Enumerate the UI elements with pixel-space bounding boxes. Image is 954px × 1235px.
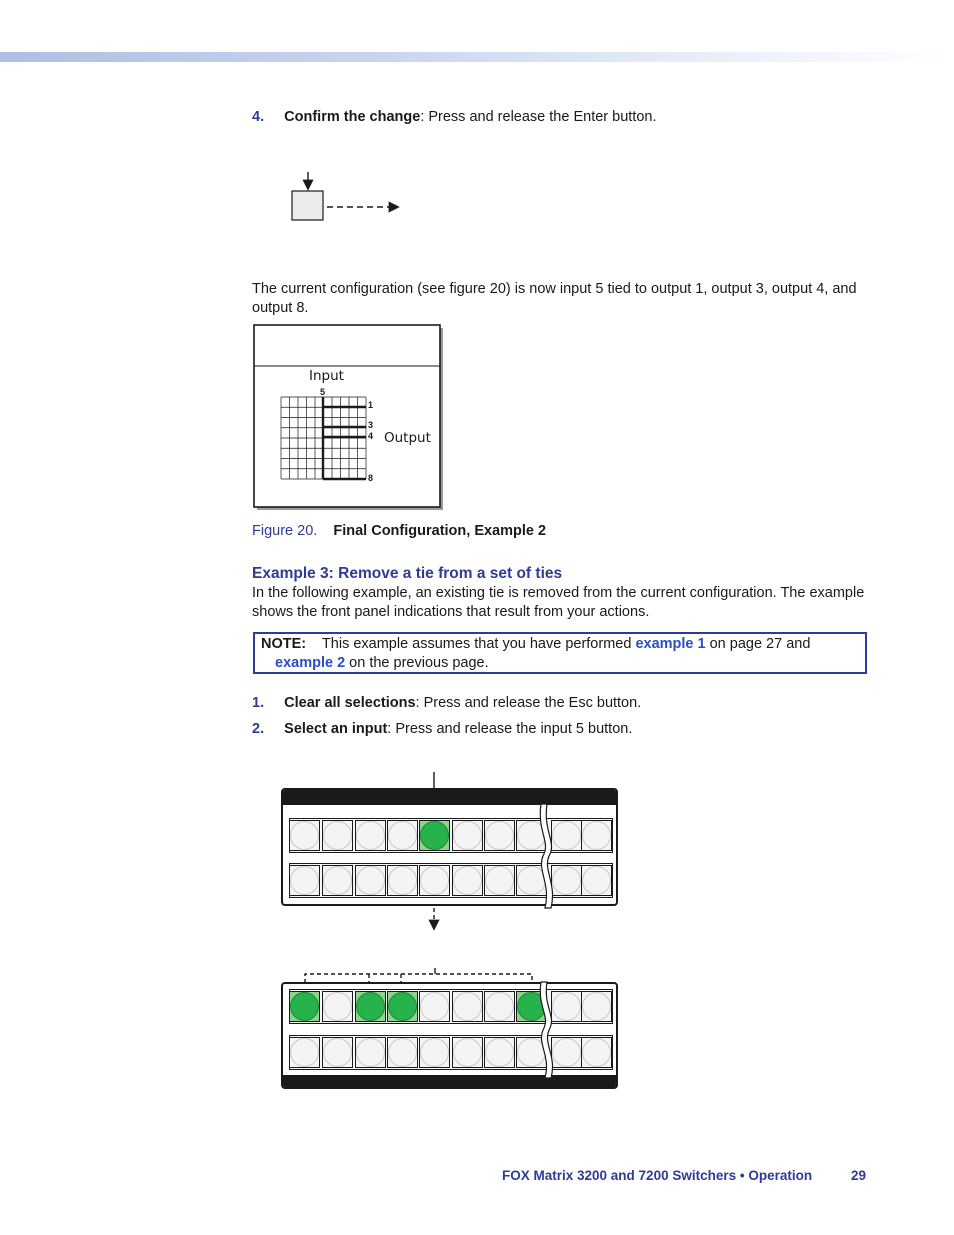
output-panel xyxy=(281,982,618,1089)
output-row2-button-4[interactable] xyxy=(387,1037,418,1068)
panel-break-mark xyxy=(537,804,557,908)
input-number-5: 5 xyxy=(320,387,326,397)
output-button-2[interactable] xyxy=(322,991,353,1022)
output-label: Output xyxy=(384,430,431,446)
button-led xyxy=(388,866,417,895)
input-button-10[interactable] xyxy=(581,820,612,851)
output-row2-button-3[interactable] xyxy=(355,1037,386,1068)
output-button-10[interactable] xyxy=(581,991,612,1022)
button-led xyxy=(485,1038,514,1067)
step-4 xyxy=(252,108,656,127)
output-row2-button-7[interactable] xyxy=(484,1037,515,1068)
input-button-4[interactable] xyxy=(387,820,418,851)
button-led xyxy=(485,992,514,1021)
button-led xyxy=(388,1038,417,1067)
output-row2-button-2[interactable] xyxy=(322,1037,353,1068)
button-led xyxy=(290,866,319,895)
note-text-b: on page 27 and xyxy=(709,636,811,652)
input-row2-button-6[interactable] xyxy=(452,865,483,896)
figure-number: Figure 20. xyxy=(252,523,318,539)
input-button-3[interactable] xyxy=(355,820,386,851)
output-button-5[interactable] xyxy=(419,991,450,1022)
button-led xyxy=(453,866,482,895)
step-1 xyxy=(252,694,641,713)
input-row2-button-3[interactable] xyxy=(355,865,386,896)
button-led xyxy=(582,992,611,1021)
input-row2-button-4[interactable] xyxy=(387,865,418,896)
button-led xyxy=(290,992,319,1021)
output-row2-button-5[interactable] xyxy=(419,1037,450,1068)
output-number-3: 3 xyxy=(368,420,374,430)
button-led xyxy=(356,821,385,850)
output-row2-button-6[interactable] xyxy=(452,1037,483,1068)
button-led xyxy=(388,821,417,850)
example-1-link[interactable]: example 1 xyxy=(635,636,706,652)
input-row2-button-10[interactable] xyxy=(581,865,612,896)
output-button-7[interactable] xyxy=(484,991,515,1022)
button-led xyxy=(582,1038,611,1067)
button-led xyxy=(420,821,449,850)
input-label: Input xyxy=(309,368,344,384)
button-led xyxy=(323,866,352,895)
input-button-7[interactable] xyxy=(484,820,515,851)
input-button-2[interactable] xyxy=(322,820,353,851)
step-2 xyxy=(252,720,632,739)
section-heading: Example 3: Remove a tie from a set of ties xyxy=(252,565,563,582)
output-button-4[interactable] xyxy=(387,991,418,1022)
panel-break-mark xyxy=(537,982,557,1078)
button-led xyxy=(582,866,611,895)
input-button-1[interactable] xyxy=(289,820,320,851)
step-number: 2. xyxy=(252,721,265,737)
enter-button-illustration xyxy=(285,170,415,225)
output-button-3[interactable] xyxy=(355,991,386,1022)
step-text: : Press and release the Enter button. xyxy=(420,109,657,125)
button-led xyxy=(453,992,482,1021)
figure-20-diagram xyxy=(253,324,445,512)
input-row2-button-1[interactable] xyxy=(289,865,320,896)
note-text-c: on the previous page. xyxy=(349,655,489,671)
input-row2-button-7[interactable] xyxy=(484,865,515,896)
input-button-5[interactable] xyxy=(419,820,450,851)
button-led xyxy=(356,992,385,1021)
output-button-1[interactable] xyxy=(289,991,320,1022)
output-button-6[interactable] xyxy=(452,991,483,1022)
button-led xyxy=(582,821,611,850)
output-number-4: 4 xyxy=(368,431,374,441)
input-row2-button-5[interactable] xyxy=(419,865,450,896)
output-row2-button-10[interactable] xyxy=(581,1037,612,1068)
button-led xyxy=(356,866,385,895)
step-number: 4. xyxy=(252,109,265,125)
button-led xyxy=(388,992,417,1021)
config-paragraph: The current configuration (see figure 20) is now input 5 tied to output 1, output 3, output 4, and output 8. xyxy=(252,281,857,316)
output-row2-button-1[interactable] xyxy=(289,1037,320,1068)
button-led xyxy=(290,1038,319,1067)
button-led xyxy=(485,866,514,895)
step-text: : Press and release the Esc button. xyxy=(415,695,642,711)
input-button-6[interactable] xyxy=(452,820,483,851)
output-number-8: 8 xyxy=(368,473,374,483)
step-title: Confirm the change xyxy=(284,109,421,125)
header-bar xyxy=(0,52,954,62)
figure-title: Final Configuration, Example 2 xyxy=(333,523,547,539)
footer-title: FOX Matrix 3200 and 7200 Switchers • Operation xyxy=(502,1168,813,1183)
button-led xyxy=(323,821,352,850)
button-led xyxy=(323,1038,352,1067)
step-title: Clear all selections xyxy=(284,695,416,711)
figure-caption xyxy=(252,523,546,539)
output-number-1: 1 xyxy=(368,400,374,410)
button-led xyxy=(420,1038,449,1067)
button-led xyxy=(453,1038,482,1067)
step-title: Select an input xyxy=(284,721,388,737)
button-led xyxy=(420,866,449,895)
button-led xyxy=(323,992,352,1021)
note-text-a: This example assumes that you have performed xyxy=(321,636,632,652)
button-led xyxy=(485,821,514,850)
step-text: : Press and release the input 5 button. xyxy=(387,721,633,737)
button-led xyxy=(356,1038,385,1067)
button-led xyxy=(453,821,482,850)
input-panel xyxy=(281,788,618,906)
button-led xyxy=(290,821,319,850)
note-label: NOTE: xyxy=(261,636,307,652)
example-2-link[interactable]: example 2 xyxy=(275,655,346,671)
button-led xyxy=(420,992,449,1021)
section-body: In the following example, an existing tie is removed from the current configuration. The example shows the front panel indications that result from your actions. xyxy=(252,585,865,620)
step-number: 1. xyxy=(252,695,265,711)
page-number: 29 xyxy=(851,1168,867,1183)
note-box xyxy=(253,632,867,674)
input-row2-button-2[interactable] xyxy=(322,865,353,896)
